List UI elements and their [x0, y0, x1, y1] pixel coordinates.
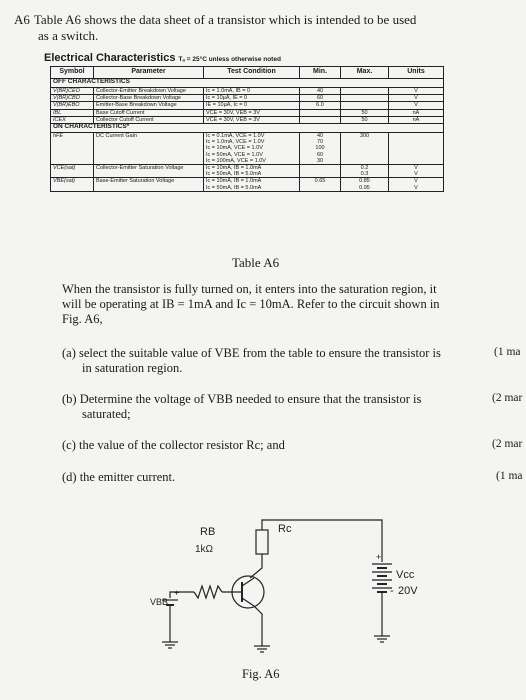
marks-d: (1 ma: [496, 470, 523, 482]
units-line: V: [414, 165, 418, 172]
vcc-label: Vcc: [396, 569, 415, 581]
transistor-emitter-leg: [242, 598, 254, 606]
cell-symbol: V(BR)CEO: [51, 88, 94, 95]
question-number: A6: [14, 12, 30, 27]
cell-condition: [204, 165, 300, 178]
cell-parameter: Collector-Base Breakdown Voltage: [94, 95, 204, 102]
max-line: 0.95: [359, 184, 370, 191]
vcc-plus: +: [376, 552, 382, 562]
cell-units: [389, 165, 444, 178]
cell-symbol: VCE(sat): [51, 165, 94, 178]
wire-emitter: [254, 606, 262, 646]
question-text: Determine the voltage of VBB needed to ensure that the transistor is: [79, 392, 422, 406]
transistor-collector-leg: [242, 578, 254, 586]
cell-max: [341, 95, 389, 102]
table-row: [51, 95, 444, 102]
cell-max: [341, 133, 389, 165]
max-line: 300: [359, 133, 370, 140]
cell-units: V: [389, 88, 444, 95]
table-header-row: [51, 67, 444, 79]
table-title: [44, 52, 281, 64]
cell-max: 50: [341, 116, 389, 123]
condition-line: Ic = 10mA, VCE = 1.0V: [206, 145, 263, 152]
cell-condition: VCE = 30V, VEB = 3V: [204, 109, 300, 116]
cell-symbol: IBL: [51, 109, 94, 116]
header-units: Units: [389, 67, 444, 79]
intro-line-2: as a switch.: [38, 28, 99, 43]
circuit-diagram: [150, 510, 440, 670]
section-off: [51, 79, 444, 88]
cell-min: 6.0: [300, 102, 341, 109]
cell-min: [300, 165, 341, 178]
cell-symbol: hFE: [51, 133, 94, 165]
cell-parameter: Emitter-Base Breakdown Voltage: [94, 102, 204, 109]
header-test-condition: Test Condition: [204, 67, 300, 79]
cell-max: [341, 178, 389, 191]
paragraph-line: Fig. A6,: [62, 312, 103, 326]
max-line: 0.2: [360, 165, 369, 172]
question-a: [62, 346, 458, 376]
cell-min: [300, 133, 341, 165]
vcc-minus: -: [390, 585, 394, 597]
vbb-label: VBB: [150, 597, 169, 607]
cell-condition: [204, 133, 300, 165]
condition-line: Ic = 50mA, VCE = 1.0V: [206, 151, 263, 158]
cell-parameter: Collector-Emitter Saturation Voltage: [94, 165, 204, 178]
cell-parameter: Collector Cutoff Current: [94, 116, 204, 123]
condition-line: Ic = 1.0mA, VCE = 1.0V: [206, 139, 265, 146]
cell-condition: IE = 10µA, Ic = 0: [204, 102, 300, 109]
question-b: [62, 392, 458, 422]
condition-line: Ic = 10mA, IB = 1.0mA: [206, 178, 262, 185]
figure-caption: Fig. A6: [242, 667, 280, 681]
intro-text-1: Table A6 shows the data sheet of a transistor which is intended to be used: [33, 12, 417, 27]
min-line: 60: [316, 151, 324, 158]
rb-resistor: [194, 586, 222, 598]
intro-line-1: [14, 12, 494, 28]
question-intro: [14, 12, 494, 44]
cell-min: 60: [300, 95, 341, 102]
table-row: [51, 102, 444, 109]
cell-symbol: ICEX: [51, 116, 94, 123]
cell-parameter: Collector-Emitter Breakdown Voltage: [94, 88, 204, 95]
datasheet-table: [50, 66, 444, 192]
paragraph-line: When the transistor is fully turned on, it enters into the saturation region, it: [62, 282, 437, 296]
units-line: V: [414, 178, 418, 185]
question-text: the value of the collector resistor Rc; and: [79, 438, 285, 452]
condition-line: Ic = 50mA, IB = 5.0mA: [206, 184, 262, 191]
rb-value: 1kΩ: [195, 544, 214, 555]
table-row: [51, 109, 444, 116]
vbb-plus: +: [174, 588, 180, 598]
condition-line: Ic = 0.1mA, VCE = 1.0V: [206, 133, 265, 140]
vcc-value: 20V: [398, 585, 418, 597]
wire-collector: [250, 554, 262, 578]
cell-symbol: VBE(sat): [51, 178, 94, 191]
cell-min: [300, 109, 341, 116]
cell-units: V: [389, 102, 444, 109]
table-caption: Table A6: [232, 255, 280, 270]
question-d: [62, 470, 458, 485]
rc-resistor: [256, 530, 268, 554]
cell-min: [300, 178, 341, 191]
cell-max: [341, 165, 389, 178]
paragraph-line: will be operating at IB = 1mA and Ic = 10mA. Refer to the circuit shown in: [62, 297, 440, 311]
question-text-cont: in saturation region.: [82, 361, 183, 375]
min-line: 100: [315, 145, 325, 152]
cell-condition: VCE = 30V, VEB = 3V: [204, 116, 300, 123]
cell-max: [341, 88, 389, 95]
min-line: 30: [316, 157, 324, 164]
header-min: Min.: [300, 67, 341, 79]
units-line: V: [414, 171, 418, 178]
question-label: (b): [62, 392, 77, 406]
cell-units: V: [389, 95, 444, 102]
cell-parameter: Base-Emitter Saturation Voltage: [94, 178, 204, 191]
cell-max: 50: [341, 109, 389, 116]
cell-parameter: Base Cutoff Current: [94, 109, 204, 116]
cell-condition: Ic = 10µA, IE = 0: [204, 95, 300, 102]
table-row: [51, 88, 444, 95]
vcc-battery: [372, 564, 392, 592]
question-text: the emitter current.: [79, 470, 176, 484]
units-line: V: [414, 184, 418, 191]
max-line: 0.3: [360, 171, 369, 178]
table-title-text: Electrical Characteristics: [44, 52, 176, 64]
condition-line: Ic = 50mA, IB = 5.0mA: [206, 171, 262, 178]
cell-max: [341, 102, 389, 109]
cell-min: [300, 116, 341, 123]
max-line: 0.85: [359, 178, 370, 185]
section-on-label: ON CHARACTERISTICS*: [51, 124, 444, 133]
context-paragraph: [62, 282, 462, 327]
cell-min: 40: [300, 88, 341, 95]
header-max: Max.: [341, 67, 389, 79]
question-label: (d): [62, 470, 77, 484]
marks-b: (2 mar: [492, 392, 523, 404]
rc-label: Rc: [278, 523, 292, 535]
min-line: 0.65: [314, 178, 326, 185]
rb-label: RB: [200, 526, 216, 538]
cell-symbol: V(BR)CBO: [51, 95, 94, 102]
header-parameter: Parameter: [94, 67, 204, 79]
header-symbol: Symbol: [51, 67, 94, 79]
question-text: select the suitable value of VBE from the table to ensure the transistor is: [79, 346, 441, 360]
condition-line: Ic = 100mA, VCE = 1.0V: [206, 157, 266, 164]
marks-a: (1 ma: [494, 346, 521, 358]
min-line: 40: [316, 133, 324, 140]
cell-units: nA: [389, 109, 444, 116]
table-row: [51, 133, 444, 165]
question-c: [62, 438, 458, 453]
condition-line: Ic = 10mA, IB = 1.0mA: [206, 165, 262, 172]
table-row: [51, 178, 444, 191]
cell-units: [389, 133, 444, 165]
section-off-label: OFF CHARACTERISTICS: [51, 79, 444, 88]
min-line: 70: [316, 139, 324, 146]
question-label: (a): [62, 346, 76, 360]
cell-condition: [204, 178, 300, 191]
cell-units: nA: [389, 116, 444, 123]
question-label: (c): [62, 438, 76, 452]
cell-condition: Ic = 1.0mA, IB = 0: [204, 88, 300, 95]
cell-units: [389, 178, 444, 191]
cell-symbol: V(BR)EBO: [51, 102, 94, 109]
table-row: [51, 165, 444, 178]
marks-c: (2 mar: [492, 438, 523, 450]
section-on: [51, 124, 444, 133]
question-text-cont: saturated;: [82, 407, 131, 421]
table-condition-note: Tₐ = 25°C unless otherwise noted: [178, 56, 281, 63]
cell-parameter: DC Current Gain: [94, 133, 204, 165]
